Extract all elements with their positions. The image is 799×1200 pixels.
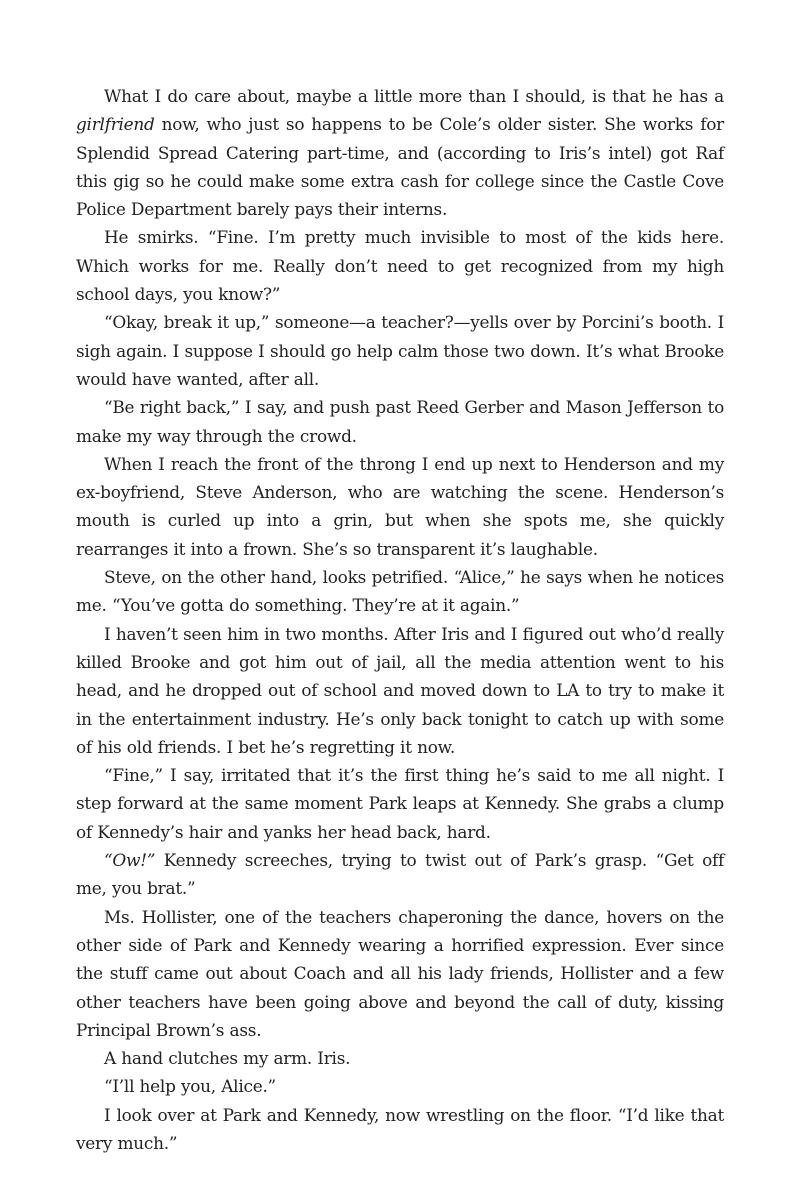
text-span: Ms. Hollister, one of the teachers chaperoning the dance, hovers on the other side of Park and Kennedy wearing a horrified expression. Ever since the stuff came out about Coach and all his lady friends, Hollister and a few other teachers have been going above and beyond the call of duty, kissing Principal Brown’s ass. <box>76 906 724 1040</box>
paragraph <box>76 450 724 563</box>
text-span: I look over at Park and Kennedy, now wrestling on the floor. “I’d like that very much.” <box>76 1104 724 1153</box>
paragraph <box>76 563 724 620</box>
paragraph <box>76 1101 724 1158</box>
emphasis-span: girlfriend <box>76 114 155 135</box>
text-span: “Be right back,” I say, and push past Reed Gerber and Mason Jefferson to make my way through the crowd. <box>76 397 724 446</box>
paragraph <box>76 82 724 223</box>
text-span: “I’ll help you, Alice.” <box>104 1076 276 1097</box>
text-span: He smirks. “Fine. I’m pretty much invisible to most of the kids here. Which works for me. Really don’t need to get recognized from my high school days, you know?” <box>76 227 724 305</box>
paragraph <box>76 393 724 450</box>
paragraph <box>76 308 724 393</box>
paragraph <box>76 761 724 846</box>
text-span: I haven’t seen him in two months. After Iris and I figured out who’d really killed Brooke and got him out of jail, all the media attention went to his head, and he dropped out of school and moved down to LA to try to make it in the entertainment industry. He’s only back tonight to catch up with some of his old friends. I bet he’s regretting it now. <box>76 623 724 757</box>
text-span: Steve, on the other hand, looks petrified. “Alice,” he says when he notices me. “You’ve gotta do something. They’re at it again.” <box>76 567 724 616</box>
paragraph <box>76 223 724 308</box>
paragraph <box>76 620 724 761</box>
text-span: What I do care about, maybe a little more than I should, is that he has a <box>104 86 724 106</box>
text-span: Kennedy screeches, trying to twist out of Park’s grasp. “Get off me, you brat.” <box>76 850 724 899</box>
paragraph <box>76 846 724 903</box>
text-span: “Okay, break it up,” someone—a teacher?—yells over by Porcini’s booth. I sigh again. I suppose I should go help calm those two down. It’s what Brooke would have wanted, after all. <box>76 312 724 389</box>
text-span: now, who just so happens to be Cole’s older sister. She works for Splendid Spread Catering part-time, and (according to Iris’s intel) got Raf this gig so he could make some extra cash for college since the Castle Cove Police Department barely pays their interns. <box>76 114 724 220</box>
text-span: A hand clutches my arm. Iris. <box>104 1048 351 1069</box>
paragraph <box>76 1072 724 1100</box>
emphasis-span: “Ow!” <box>104 850 156 871</box>
book-page <box>76 82 724 1157</box>
text-span: When I reach the front of the throng I end up next to Henderson and my ex-boyfriend, Steve Anderson, who are watching the scene. Henderson’s mouth is curled up into a grin, but when she spots me, she quickly rearranges it into a frown. She’s so transparent it’s laughable. <box>76 453 724 559</box>
paragraph <box>76 903 724 1044</box>
text-span: “Fine,” I say, irritated that it’s the first thing he’s said to me all night. I step forward at the same moment Park leaps at Kennedy. She grabs a clump of Kennedy’s hair and yanks her head back, hard. <box>76 765 724 842</box>
paragraph <box>76 1044 724 1072</box>
